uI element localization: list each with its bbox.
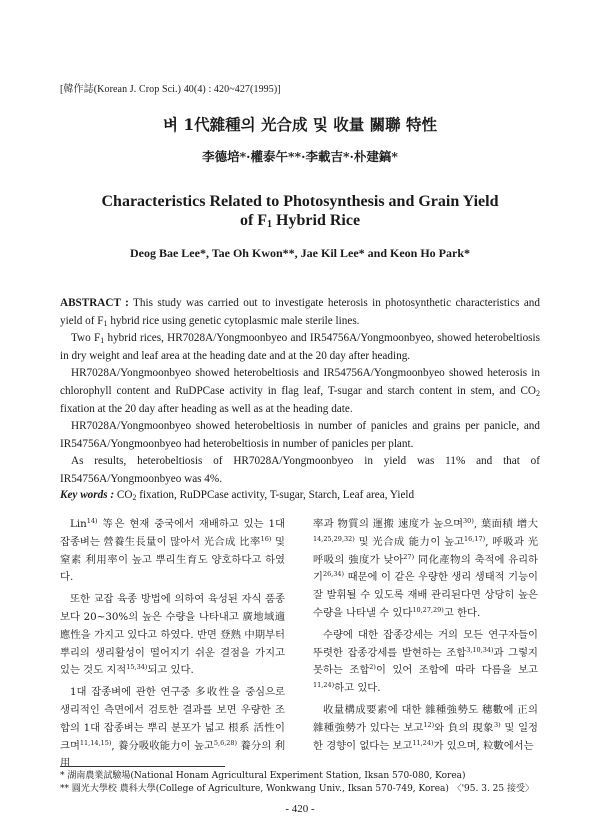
title-english-line2 [0, 211, 600, 230]
right-p3 [313, 702, 538, 755]
abstract-p4: HR7028A/Yongmoonbyeo showed heterobeltiosis in number of panicles and grains per panicle, and IR54756A/Yongmoonbyeo had heterobeltiosis in number of panicles per plant. [60, 420, 540, 450]
abstract-p3-b: fixation at the 20 day after heading as well as at the heading date. [60, 402, 353, 415]
left-p3-a: 1대 잡종벼에 관한 연구중 多收性을 중심으로 생리적인 측면에서 검토한 결과를 보면 우량한 조합의 1대 잡종벼는 뿌리 분포가 넓고 根系 活性이 크며 [60, 686, 285, 752]
right-p1-f: 때문에 이 같은 우량한 생리 생태적 기능이 잘 발휘될 수 있도록 재배 관리된다면 상당히 높은 수량을 나타낼 수 있다 [313, 571, 538, 619]
abstract-p2-sub: 1 [100, 336, 105, 346]
abstract-p2-b: hybrid rices, HR7028A/Yongmoonbyeo and IR54756A/Yongmoonbyeo, showed heterobeltiosis in dry weight and leaf area at the heading date and at the 20 day after heading. [60, 332, 540, 362]
citation-sup: 3) [493, 720, 501, 729]
footnote-divider [60, 766, 225, 767]
abstract-p2 [60, 330, 540, 365]
citation-sup: 26,34) [322, 570, 345, 579]
right-p1-c: 및 光合成 能力이 높고 [354, 535, 465, 548]
citation-sup: 15,34) [126, 663, 148, 672]
keywords-b: fixation, RuDPCase activity, T-sugar, Starch, Leaf area, Yield [136, 489, 415, 501]
right-p3-d: 가 있으며, 粒數에서는 [433, 739, 534, 752]
left-p2-b: 되고 있다. [147, 664, 194, 677]
abstract-p1 [60, 295, 540, 330]
right-p1 [313, 516, 538, 623]
journal-reference: [韓作誌(Korean J. Crop Sci.) 40(4) : 420~427(1995)] [60, 84, 281, 95]
abstract-p3-sub: 2 [536, 388, 540, 398]
abstract-p1-b: hybrid rice using genetic cytoplasmic male sterile lines. [107, 314, 360, 327]
keywords [60, 489, 540, 501]
footnote-affiliation-2-text: ** 圓光大學校 農科大學(College of Agriculture, Wonkwang Univ., Iksan 570-749, Korea) [60, 783, 449, 794]
abstract [60, 295, 540, 489]
right-p2-a: 수량에 대한 잡종강세는 거의 모든 연구자들이 뚜렷한 잡종강세를 발현하는 조합 [313, 628, 538, 659]
footnotes [60, 770, 540, 795]
footnote-affiliation-1: * 湖南農業試驗場(National Honam Agricultural Experiment Station, Iksan 570-080, Korea) [60, 771, 466, 781]
right-p1-d: , 呼吸과 光呼吸의 強度가 낮아 [313, 535, 538, 566]
title-en-sub: 1 [267, 219, 273, 230]
right-p1-b: , 葉面積 增大 [473, 518, 538, 530]
title-en-post: Hybrid Rice [272, 212, 361, 229]
citation-sup: 11,24) [313, 681, 335, 690]
citation-sup: 16,17) [464, 534, 486, 543]
citation-sup: 30) [463, 517, 474, 525]
citation-sup: 16) [260, 534, 272, 543]
abstract-p3 [60, 365, 540, 418]
body-column-right [313, 516, 538, 759]
right-p3-c: 및 일정한 경향이 없다는 보고 [313, 721, 538, 752]
footnote-affiliation-2 [60, 783, 540, 796]
left-p1-c: 및 窒素 利用率이 높고 뿌리生育도 양호하다고 하였다. [60, 535, 285, 584]
right-p3-a: 收量構成要素에 대한 雜種強勢도 穗數에 正의 雜種強勢가 있다는 보고 [313, 703, 538, 734]
citation-sup: 10,27,29) [412, 605, 444, 614]
title-english-line1: Characteristics Related to Photosynthesis and Grain Yield [101, 193, 499, 210]
abstract-p2-a: Two F [71, 332, 101, 345]
citation-sup: 12) [423, 720, 435, 729]
keywords-a: CO [114, 489, 133, 501]
citation-sup: 14,25,29,32) [313, 534, 355, 543]
left-p3 [60, 684, 285, 773]
title-english [0, 192, 600, 230]
right-p3-b: 와 負의 現象 [434, 721, 494, 734]
right-p1-g: 고 한다. [443, 606, 481, 619]
right-p1-a: 率과 物質의 運搬 速度가 높으며 [313, 518, 464, 530]
citation-sup: 11,14,15) [79, 738, 112, 747]
left-p2-a: 또한 교잡 육종 방법에 의하여 육성된 자식 품종보다 20~30%의 높은 수량을 나타내고 廣地域適應性을 가지고 있다고 하였다. 반면 登熟 中期부터 뿌리의 생리활성이 떨어지기 쉬운 결점을 가지고 있는 것도 지적 [60, 593, 285, 677]
left-p2 [60, 591, 285, 680]
citation-sup: 11,24) [412, 738, 434, 747]
body-column-left [60, 516, 285, 777]
title-en-pre: of F [239, 212, 268, 229]
left-p1 [60, 516, 285, 587]
left-p1-b: 等은 현재 중국에서 재배하고 있는 1대 잡종벼는 營養生長量이 많아서 光合成 比率 [60, 518, 285, 548]
citation-sup: 27) [403, 552, 415, 561]
authors-english: Deog Bae Lee*, Tae Oh Kwon**, Jae Kil Lee* and Keon Ho Park* [129, 246, 470, 260]
right-p2-b: 과 그렇지 못하는 조합 [313, 646, 538, 677]
citation-sup: 5,6,28) [213, 738, 238, 747]
abstract-p1-a: This study was carried out to investigate heterosis in photosynthetic characteristics and yield of F [60, 297, 540, 327]
citation-sup: 14) [86, 517, 98, 525]
authors-korean: 李德培*·權泰午**·李載吉*·朴建鎬* [202, 149, 398, 164]
left-p3-c: 養分의 利用 [60, 739, 285, 770]
abstract-p5: As results, heterobeltiosis of HR7028A/Yongmoonbyeo in yield was 11% and that of IR54756A/Yongmoonbyeo was 4%. [60, 455, 540, 485]
keywords-sub: 2 [132, 493, 137, 502]
page-number: - 420 - [285, 803, 315, 815]
right-p1-e: 同化產物의 축적에 유리하기 [313, 553, 538, 584]
received-date: 〈'95. 3. 25 接受〉 [452, 783, 534, 794]
right-p2 [313, 627, 538, 698]
left-p1-a: Lin [70, 518, 87, 530]
title-korean: 벼 1代雜種의 光合成 및 收量 關聯 特性 [162, 115, 438, 134]
left-p3-b: , 養分吸收能力이 높고 [111, 739, 214, 752]
right-p2-d: 하고 있다. [334, 682, 381, 695]
keywords-label: Key words : [60, 489, 115, 501]
abstract-p3-a: HR7028A/Yongmoonbyeo showed heterobeltiosis and IR54756A/Yongmoonbyeo showed heterosis in chlorophyll content and RuDPCase activity in flag leaf, T-sugar and starch content in stem, and CO [60, 367, 540, 397]
citation-sup: 2) [369, 663, 376, 672]
citation-sup: 3,10,34) [466, 645, 494, 654]
abstract-p1-sub: 1 [103, 318, 108, 328]
right-p2-c: 이 있어 조합에 따라 다름을 보고 [375, 664, 538, 677]
abstract-label: ABSTRACT : [60, 297, 129, 309]
